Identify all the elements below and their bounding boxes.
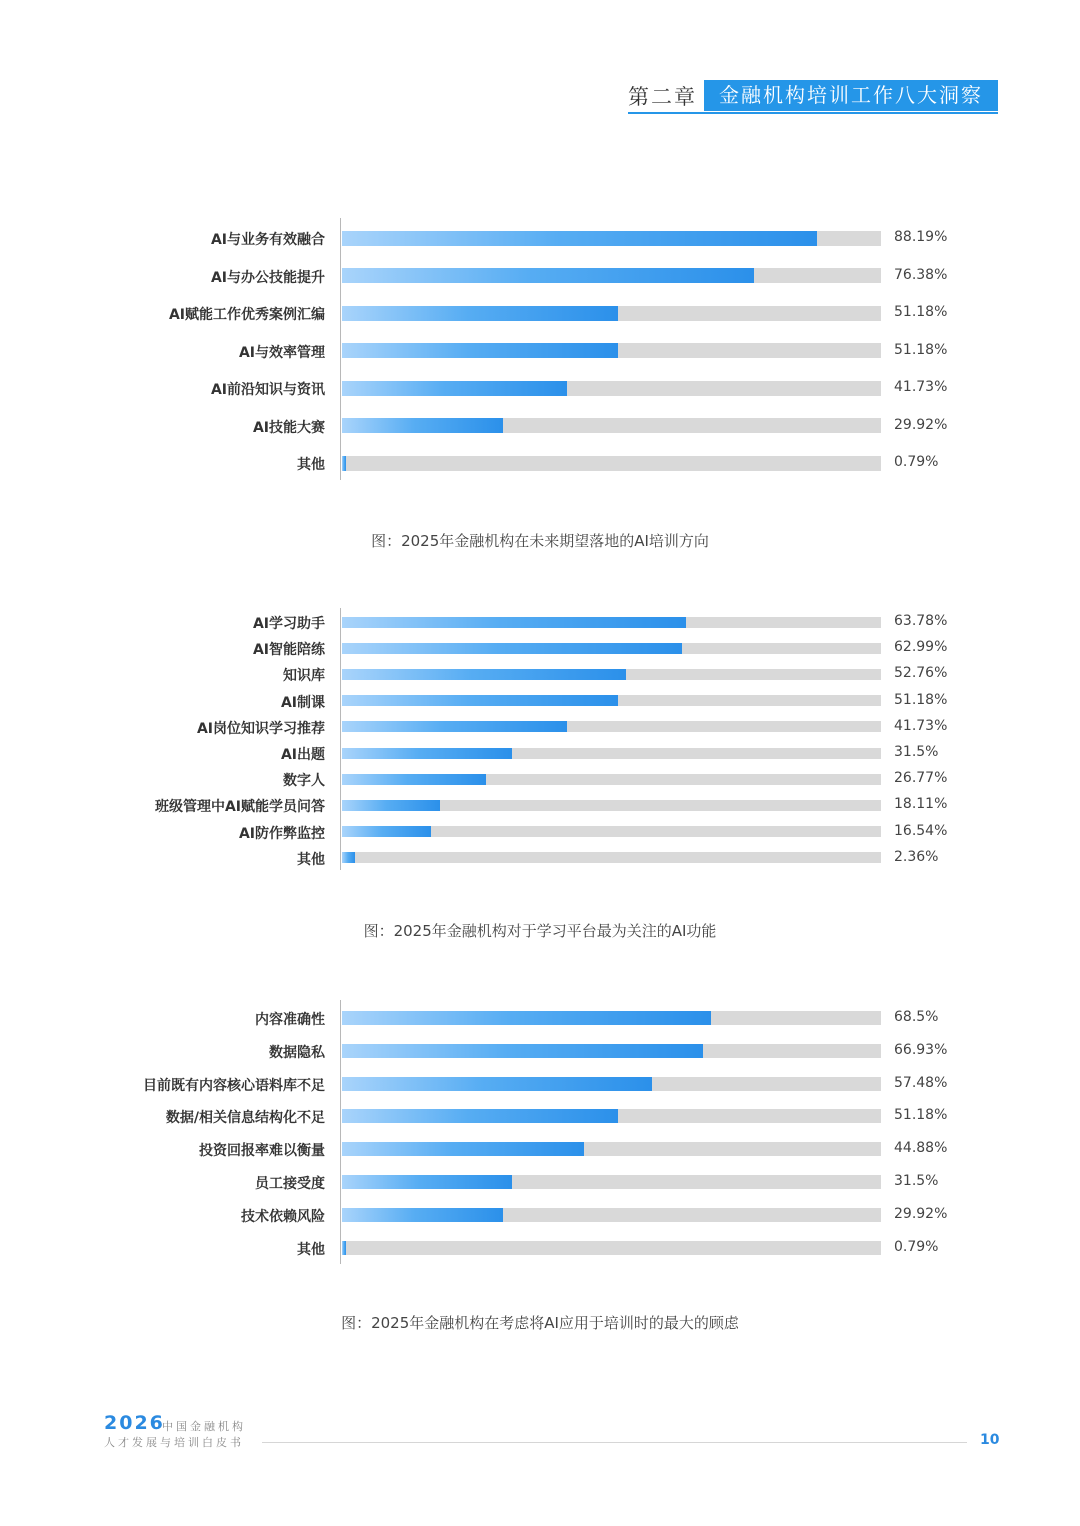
page-number: 10 [980,1432,1000,1448]
category-label: 技术依赖风险 [241,1208,325,1225]
category-label: AI赋能工作优秀案例汇编 [168,307,325,323]
category-label: AI与办公技能提升 [210,269,325,286]
bar-track [342,268,881,283]
bar-track [342,748,881,759]
category-label: AI前沿知识与资讯 [210,382,325,398]
footer-divider [262,1442,967,1443]
chart-caption: 图：2025年金融机构在考虑将AI应用于培训时的最大的顾虑 [341,1314,739,1332]
chart-learning-platform-ai-features [0,608,1080,950]
bar [342,1175,512,1189]
bar-track [342,695,881,706]
bar [342,721,567,732]
value-label: 0.79% [894,454,939,470]
category-label: AI与业务有效融合 [210,232,325,248]
category-label: 班级管理中AI赋能学员问答 [154,799,325,816]
value-label: 51.18% [894,304,948,320]
value-label: 2.36% [894,848,939,865]
bar [342,306,618,321]
bar-track [342,456,881,471]
bar [342,852,355,863]
bar [342,1208,503,1222]
value-label: 76.38% [894,266,948,283]
category-label: 目前既有内容核心语料库不足 [143,1077,325,1094]
bar [342,826,431,837]
value-label: 57.48% [894,1074,948,1091]
bar-track [342,1011,881,1025]
bar [342,231,817,246]
bar [342,1109,618,1123]
bar-track [342,1077,881,1091]
footer-publication-line1: 中国金融机构 [162,1420,246,1433]
bar-track [342,381,881,396]
bar [342,748,512,759]
chart-axis [340,608,341,870]
value-label: 66.93% [894,1041,948,1058]
bar [342,669,626,680]
bar [342,1142,584,1156]
bar-track [342,231,881,246]
value-label: 51.18% [894,691,948,708]
bar [342,617,686,628]
value-label: 51.18% [894,1107,948,1124]
bar-track [342,643,881,654]
bar-track [342,852,881,863]
bar-track [342,826,881,837]
bar-track [342,1109,881,1123]
value-label: 31.5% [894,1173,939,1189]
chart-ai-concerns [0,1000,1080,1342]
category-label: AI岗位知识学习推荐 [196,720,325,737]
chart-ai-training-direction [0,218,1080,560]
value-label: 0.79% [894,1238,939,1255]
category-label: 其他 [297,851,325,868]
value-label: 29.92% [894,1205,948,1222]
value-label: 88.19% [894,229,948,245]
bar-track [342,1044,881,1058]
bar-track [342,1175,881,1189]
category-label: 内容准确性 [255,1012,325,1028]
bar-track [342,1208,881,1222]
chapter-header [628,80,998,114]
chapter-prefix: 第二章 [628,85,697,109]
category-label: 数据隐私 [269,1044,325,1061]
category-label: 数据/相关信息结构化不足 [165,1110,325,1127]
bar-track [342,418,881,433]
value-label: 29.92% [894,416,948,433]
category-label: AI制课 [280,694,325,711]
bar [342,381,567,396]
category-label: AI智能陪练 [252,642,325,659]
value-label: 26.77% [894,770,948,787]
category-label: AI出题 [280,747,325,763]
category-label: 知识库 [283,668,325,685]
value-label: 62.99% [894,639,948,656]
bar-track [342,721,881,732]
value-label: 52.76% [894,665,948,682]
category-label: AI技能大赛 [252,419,325,436]
value-label: 68.5% [894,1009,939,1025]
chapter-title: 金融机构培训工作八大洞察 [704,80,998,111]
chart-caption: 图：2025年金融机构对于学习平台最为关注的AI功能 [363,922,717,940]
bar [342,1241,346,1255]
bar [342,800,440,811]
bar [342,1077,652,1091]
bar [342,643,682,654]
value-label: 41.73% [894,717,948,734]
category-label: AI与效率管理 [238,344,325,361]
bar-track [342,800,881,811]
bar [342,268,754,283]
bar-track [342,1241,881,1255]
value-label: 18.11% [894,796,948,813]
bar-track [342,669,881,680]
category-label: 其他 [297,1241,325,1258]
bar [342,695,618,706]
chart-axis [340,218,341,480]
bar-track [342,617,881,628]
bar [342,343,618,358]
bar-track [342,1142,881,1156]
category-label: 员工接受度 [255,1176,325,1192]
value-label: 44.88% [894,1140,948,1157]
bar [342,1011,711,1025]
bar [342,1044,703,1058]
bar [342,456,346,471]
category-label: 投资回报率难以衡量 [199,1143,325,1160]
bar-track [342,306,881,321]
bar-track [342,343,881,358]
category-label: 数字人 [283,773,325,790]
bar [342,418,503,433]
category-label: AI学习助手 [252,616,325,632]
bar [342,774,486,785]
chart-axis [340,1000,341,1264]
header-underline [628,112,998,114]
value-label: 51.18% [894,341,948,358]
value-label: 63.78% [894,613,948,629]
category-label: AI防作弊监控 [238,825,325,842]
bar-track [342,774,881,785]
footer-publication-line2: 人才发展与培训白皮书 [104,1436,244,1449]
value-label: 16.54% [894,822,948,839]
value-label: 31.5% [894,744,939,760]
footer-year: 2026 [104,1412,165,1434]
value-label: 41.73% [894,379,948,395]
category-label: 其他 [297,457,325,473]
chart-caption: 图：2025年金融机构在未来期望落地的AI培训方向 [371,532,709,550]
